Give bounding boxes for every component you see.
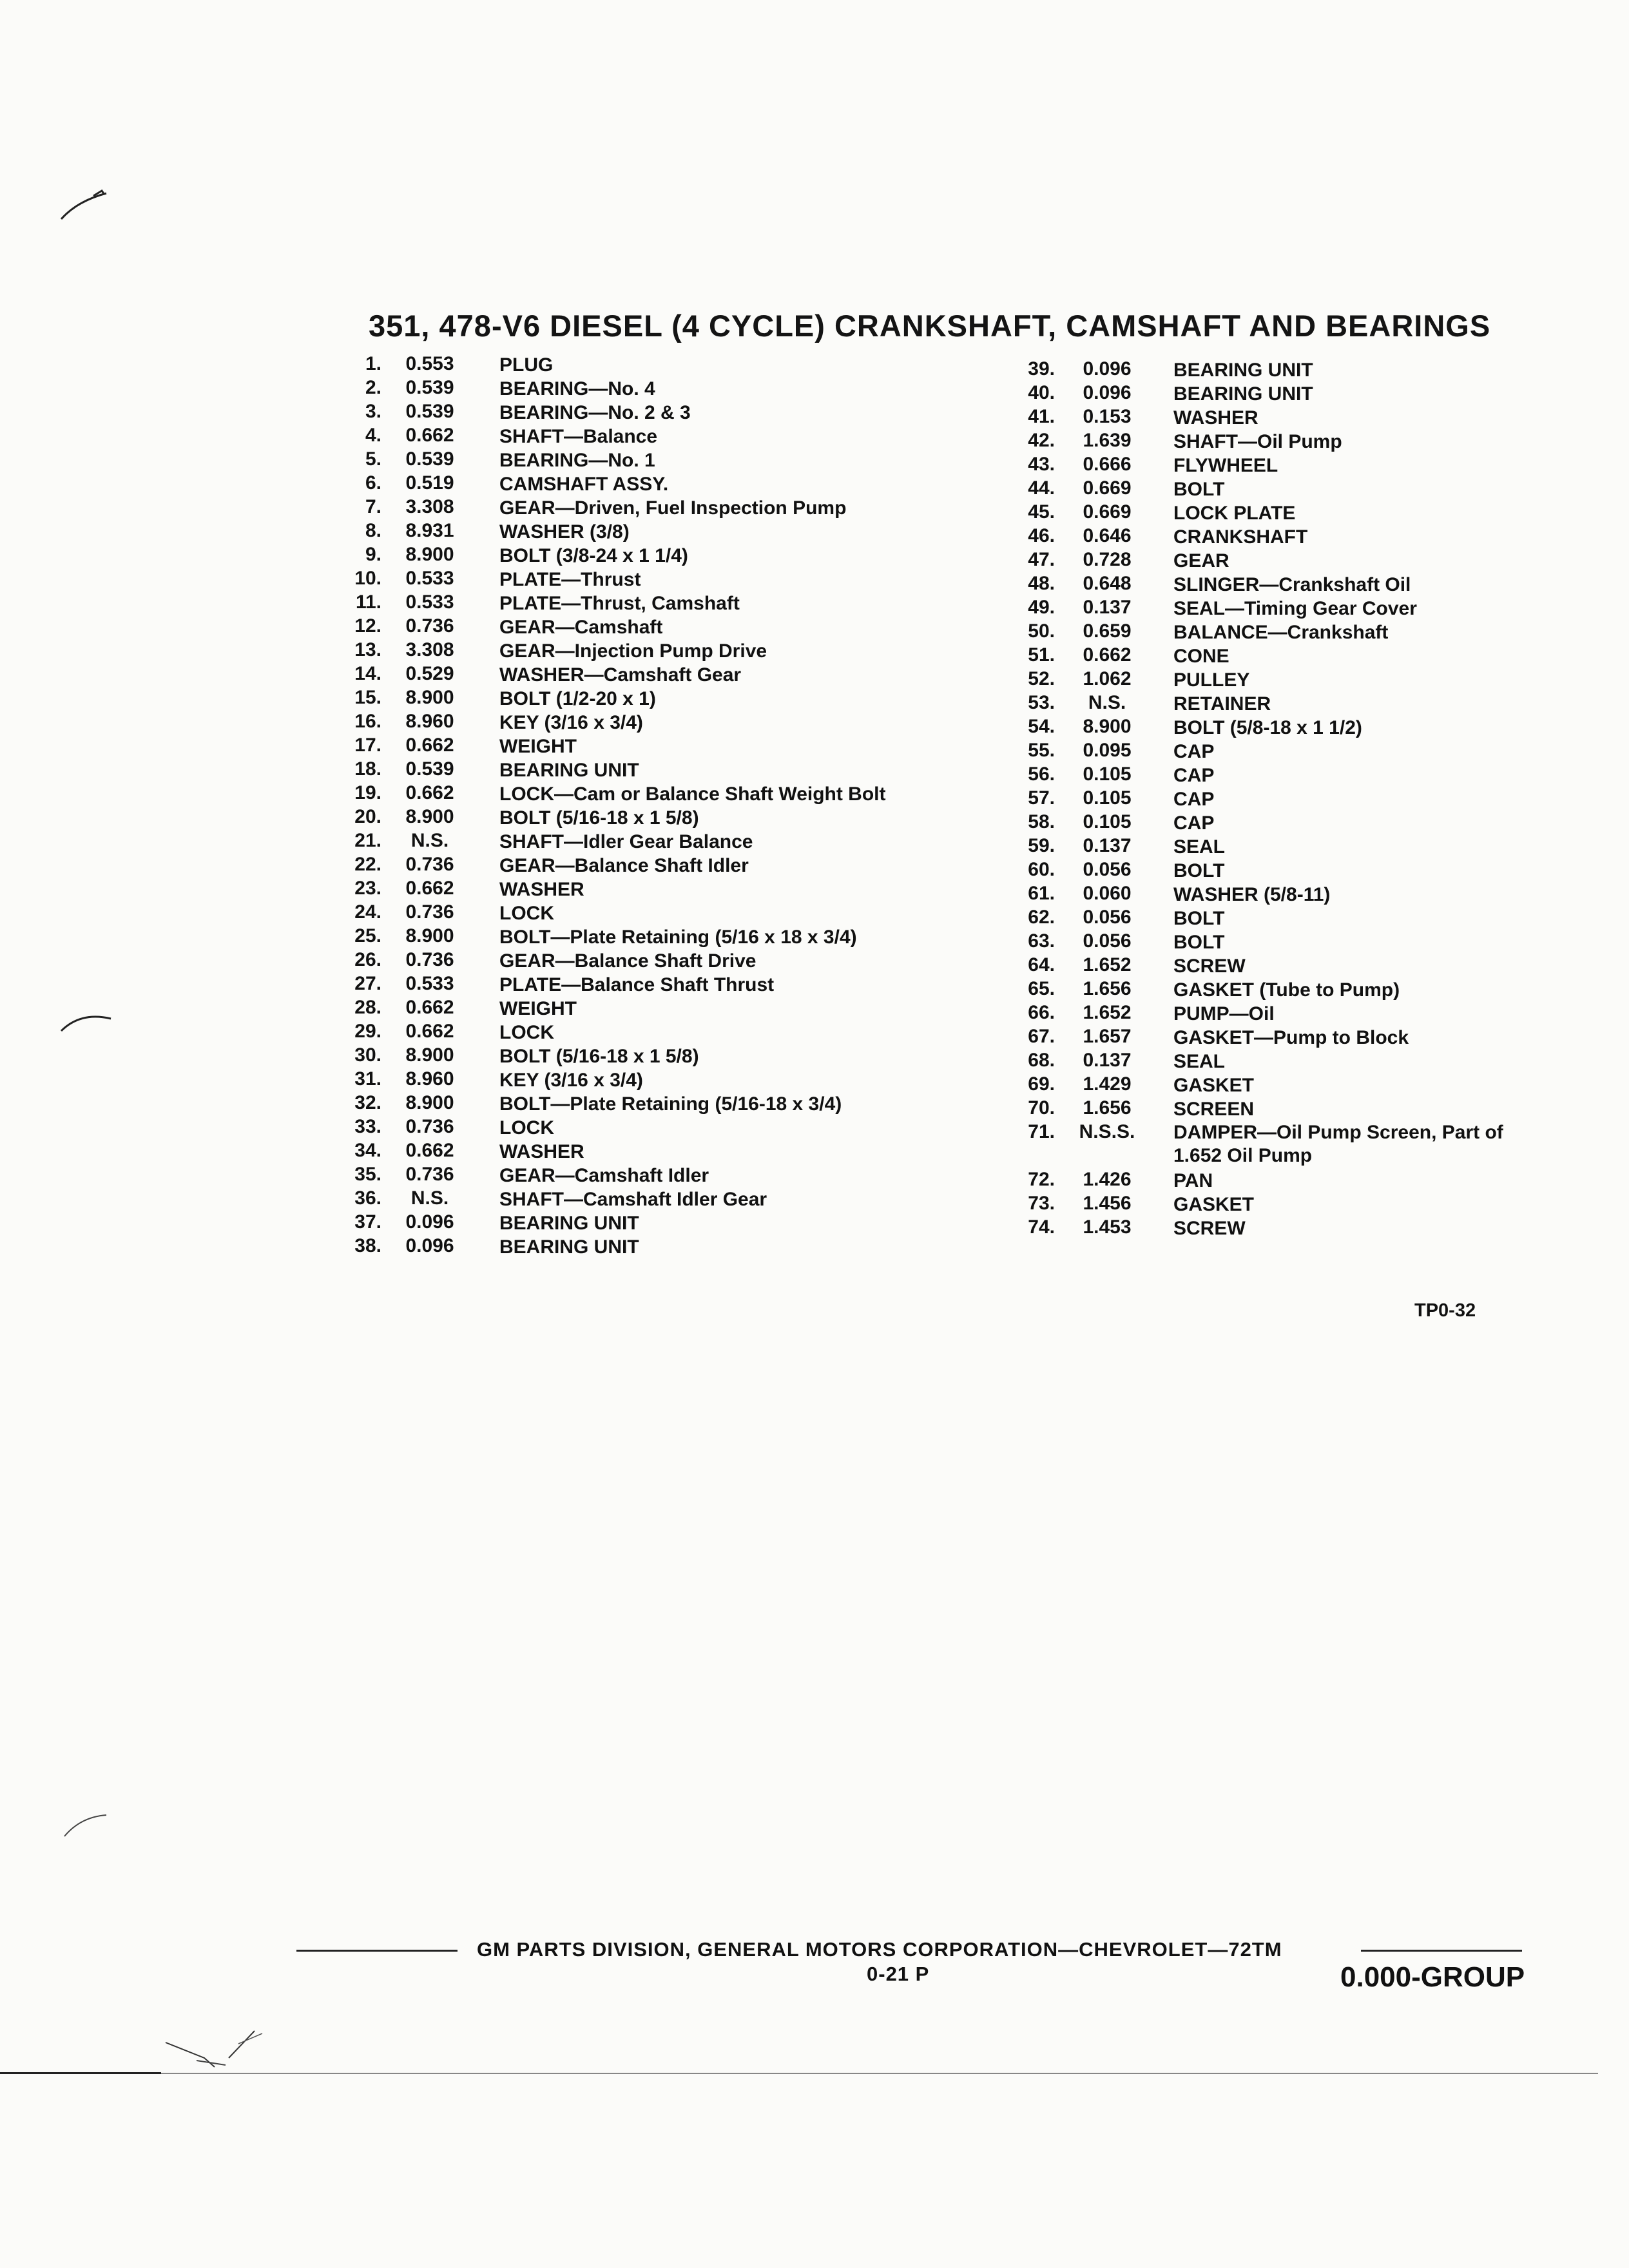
group-code: 0.662 [405, 1021, 454, 1042]
group-code: 0.137 [1083, 835, 1132, 856]
group-code: 0.736 [405, 949, 454, 970]
part-description: GASKET [1173, 1075, 1255, 1096]
part-description: BOLT—Plate Retaining (5/16 x 18 x 3/4) [499, 927, 857, 948]
item-number: 9. [365, 544, 381, 565]
item-number: 70. [1028, 1097, 1055, 1119]
group-code: 0.539 [405, 448, 454, 470]
group-code: 0.096 [405, 1235, 454, 1256]
part-description: WEIGHT [499, 998, 577, 1019]
part-description: KEY (3/16 x 3/4) [499, 1070, 643, 1091]
part-description: BOLT—Plate Retaining (5/16-18 x 3/4) [499, 1093, 842, 1115]
group-code: N.S. [1088, 692, 1126, 713]
part-description: LOCK PLATE [1173, 503, 1296, 524]
item-number: 41. [1028, 406, 1055, 427]
part-description: SLINGER—Crankshaft Oil [1173, 574, 1411, 595]
item-number: 40. [1028, 382, 1055, 403]
part-description: GEAR [1173, 550, 1229, 572]
group-code: 0.137 [1083, 597, 1132, 618]
group-code: 8.960 [405, 1068, 454, 1090]
part-description: PLATE—Balance Shaft Thrust [499, 974, 775, 995]
group-code: 0.736 [405, 901, 454, 923]
part-description: WASHER—Camshaft Gear [499, 664, 742, 686]
group-code: 8.900 [405, 925, 454, 947]
item-number: 46. [1028, 525, 1055, 546]
group-code: 8.900 [405, 806, 454, 827]
group-code: 0.728 [1083, 549, 1132, 570]
group-label: 0.000-GROUP [1340, 1961, 1525, 1993]
group-code: 0.662 [405, 735, 454, 756]
part-description: SCREW [1173, 1218, 1246, 1239]
group-code: 1.456 [1083, 1193, 1132, 1214]
item-number: 51. [1028, 644, 1055, 666]
scan-mark [58, 995, 116, 1041]
part-description: BEARING UNIT [499, 760, 639, 781]
group-code: 8.900 [405, 1044, 454, 1066]
group-code: 1.657 [1083, 1026, 1132, 1047]
part-description: BOLT (5/16-18 x 1 5/8) [499, 807, 699, 829]
part-description: BEARING—No. 4 [499, 378, 655, 399]
item-number: 50. [1028, 620, 1055, 642]
item-number: 35. [354, 1164, 381, 1185]
item-number: 74. [1028, 1216, 1055, 1238]
group-code: 0.669 [1083, 477, 1132, 499]
item-number: 13. [354, 639, 381, 660]
item-number: 65. [1028, 978, 1055, 999]
item-number: 67. [1028, 1026, 1055, 1047]
part-description: BOLT [1173, 479, 1225, 500]
page-number: 0-21 P [867, 1963, 930, 1985]
group-code: 0.105 [1083, 764, 1132, 785]
item-number: 16. [354, 711, 381, 732]
part-description: CAP [1173, 789, 1215, 810]
group-code: 1.062 [1083, 668, 1132, 689]
item-number: 2. [365, 377, 381, 398]
item-number: 56. [1028, 764, 1055, 785]
bottom-rule-faint [161, 2073, 1598, 2074]
group-code: 1.656 [1083, 1097, 1132, 1119]
item-number: 24. [354, 901, 381, 923]
group-code: 0.662 [1083, 644, 1132, 666]
group-code: 0.105 [1083, 811, 1132, 832]
item-number: 39. [1028, 358, 1055, 380]
part-description: PUMP—Oil [1173, 1003, 1275, 1024]
item-number: 36. [354, 1187, 381, 1209]
part-description: SEAL—Timing Gear Cover [1173, 598, 1417, 619]
part-description: BEARING UNIT [1173, 360, 1313, 381]
group-code: 0.056 [1083, 907, 1132, 928]
group-code: 0.666 [1083, 454, 1132, 475]
item-number: 72. [1028, 1169, 1055, 1190]
group-code: 0.519 [405, 472, 454, 494]
item-number: 63. [1028, 930, 1055, 952]
part-description: BEARING—No. 1 [499, 450, 655, 471]
item-number: 52. [1028, 668, 1055, 689]
item-number: 73. [1028, 1193, 1055, 1214]
part-description: RETAINER [1173, 693, 1271, 715]
part-description: BEARING UNIT [1173, 383, 1313, 405]
group-code: 0.056 [1083, 930, 1132, 952]
part-description: BALANCE—Crankshaft [1173, 622, 1389, 643]
group-code: N.S. [410, 1187, 449, 1209]
group-code: 8.900 [405, 687, 454, 708]
group-code: 0.648 [1083, 573, 1132, 594]
group-code: 0.056 [1083, 859, 1132, 880]
group-code: 8.960 [405, 711, 454, 732]
part-description: CAP [1173, 812, 1215, 834]
group-code: 1.639 [1083, 430, 1132, 451]
item-number: 27. [354, 973, 381, 994]
item-number: 29. [354, 1021, 381, 1042]
item-number: 10. [354, 568, 381, 589]
part-description: PULLEY [1173, 669, 1250, 691]
group-code: 3.308 [405, 496, 454, 517]
item-number: 6. [365, 472, 381, 494]
part-description: SHAFT—Balance [499, 426, 658, 447]
footer-rule-right [1361, 1950, 1522, 1952]
part-description: KEY (3/16 x 3/4) [499, 712, 643, 733]
group-code: 0.137 [1083, 1050, 1132, 1071]
item-number: 47. [1028, 549, 1055, 570]
item-number: 19. [354, 782, 381, 803]
part-description: BOLT (3/8-24 x 1 1/4) [499, 545, 688, 566]
part-description: LOCK [499, 1117, 554, 1139]
item-number: 33. [354, 1116, 381, 1137]
group-code: 0.096 [1083, 358, 1132, 380]
part-description: LOCK [499, 1022, 554, 1043]
item-number: 26. [354, 949, 381, 970]
item-number: 22. [354, 854, 381, 875]
scan-mark [58, 180, 116, 226]
footer-publisher: GM PARTS DIVISION, GENERAL MOTORS CORPORATION—CHEVROLET—72TM [477, 1938, 1282, 1961]
item-number: 59. [1028, 835, 1055, 856]
item-number: 45. [1028, 501, 1055, 523]
item-number: 42. [1028, 430, 1055, 451]
group-code: N.S. [410, 830, 449, 851]
item-number: 48. [1028, 573, 1055, 594]
item-number: 8. [365, 520, 381, 541]
group-code: 1.453 [1083, 1216, 1132, 1238]
part-description: GEAR—Camshaft Idler [499, 1165, 709, 1186]
part-description: CAMSHAFT ASSY. [499, 474, 669, 495]
part-description: BOLT [1173, 932, 1225, 953]
part-description: BEARING UNIT [499, 1213, 639, 1234]
part-description: GEAR—Injection Pump Drive [499, 640, 767, 662]
item-number: 3. [365, 401, 381, 422]
part-description: GASKET [1173, 1194, 1255, 1215]
part-description: LOCK [499, 903, 554, 924]
item-number: 69. [1028, 1073, 1055, 1095]
group-code: 0.533 [405, 591, 454, 613]
group-code: 0.662 [405, 782, 454, 803]
part-description: SHAFT—Idler Gear Balance [499, 831, 753, 852]
item-number: 71. [1028, 1121, 1055, 1142]
item-number: 57. [1028, 787, 1055, 809]
part-description: CRANKSHAFT [1173, 526, 1308, 548]
group-code: 0.662 [405, 878, 454, 899]
item-number: 37. [354, 1211, 381, 1233]
item-number: 60. [1028, 859, 1055, 880]
item-number: 21. [354, 830, 381, 851]
item-number: 17. [354, 735, 381, 756]
item-number: 25. [354, 925, 381, 947]
item-number: 68. [1028, 1050, 1055, 1071]
item-number: 15. [354, 687, 381, 708]
group-code: 1.426 [1083, 1169, 1132, 1190]
part-description: BOLT [1173, 860, 1225, 881]
part-description: GEAR—Balance Shaft Drive [499, 950, 757, 972]
group-code: 0.153 [1083, 406, 1132, 427]
item-number: 34. [354, 1140, 381, 1161]
group-code: 8.900 [405, 1092, 454, 1113]
group-code: 1.652 [1083, 1002, 1132, 1023]
part-description: WASHER (5/8-11) [1173, 884, 1331, 905]
group-code: 0.736 [405, 854, 454, 875]
group-code: 0.096 [1083, 382, 1132, 403]
part-description: PAN [1173, 1170, 1213, 1191]
part-description: BOLT (1/2-20 x 1) [499, 688, 656, 709]
part-description: SCREW [1173, 956, 1246, 977]
group-code: 0.096 [405, 1211, 454, 1233]
group-code: 0.095 [1083, 740, 1132, 761]
part-description: GASKET—Pump to Block [1173, 1027, 1409, 1048]
item-number: 12. [354, 615, 381, 637]
part-description: WASHER [1173, 407, 1258, 428]
group-code: 8.900 [1083, 716, 1132, 737]
item-number: 5. [365, 448, 381, 470]
group-code: 0.736 [405, 615, 454, 637]
item-number: 23. [354, 878, 381, 899]
item-number: 28. [354, 997, 381, 1018]
part-description: DAMPER—Oil Pump Screen, Part of 1.652 Oil Pump [1173, 1122, 1503, 1166]
group-code: 0.533 [405, 973, 454, 994]
item-number: 61. [1028, 883, 1055, 904]
part-description: GEAR—Camshaft [499, 617, 663, 638]
group-code: 1.656 [1083, 978, 1132, 999]
group-code: 8.931 [405, 520, 454, 541]
part-description: GEAR—Driven, Fuel Inspection Pump [499, 497, 847, 519]
group-code: 0.539 [405, 401, 454, 422]
group-code: N.S.S. [1079, 1121, 1135, 1142]
item-number: 44. [1028, 477, 1055, 499]
part-description: SEAL [1173, 1051, 1226, 1072]
scan-mark [158, 2017, 274, 2075]
group-code: 0.539 [405, 377, 454, 398]
group-code: 0.060 [1083, 883, 1132, 904]
bottom-rule [0, 2072, 161, 2074]
item-number: 64. [1028, 954, 1055, 975]
part-description: CAP [1173, 765, 1215, 786]
item-number: 58. [1028, 811, 1055, 832]
group-code: 1.429 [1083, 1073, 1132, 1095]
part-description: SHAFT—Oil Pump [1173, 431, 1342, 452]
group-code: 0.553 [405, 353, 454, 374]
item-number: 31. [354, 1068, 381, 1090]
item-number: 55. [1028, 740, 1055, 761]
group-code: 0.662 [405, 425, 454, 446]
item-number: 30. [354, 1044, 381, 1066]
item-number: 43. [1028, 454, 1055, 475]
group-code: 0.669 [1083, 501, 1132, 523]
group-code: 0.539 [405, 758, 454, 780]
page-title: 351, 478-V6 DIESEL (4 CYCLE) CRANKSHAFT, CAMSHAFT AND BEARINGS [369, 309, 1491, 343]
item-number: 38. [354, 1235, 381, 1256]
group-code: 0.662 [405, 997, 454, 1018]
group-code: 0.736 [405, 1116, 454, 1137]
part-description: CAP [1173, 741, 1215, 762]
group-code: 0.659 [1083, 620, 1132, 642]
reference-code: TP0-32 [1414, 1300, 1476, 1321]
part-description: FLYWHEEL [1173, 455, 1278, 476]
item-number: 66. [1028, 1002, 1055, 1023]
item-number: 49. [1028, 597, 1055, 618]
footer-rule-left [296, 1950, 458, 1952]
group-code: 0.736 [405, 1164, 454, 1185]
part-description: WASHER [499, 879, 584, 900]
part-description: SHAFT—Camshaft Idler Gear [499, 1189, 767, 1210]
part-description: CONE [1173, 646, 1229, 667]
part-description: WASHER (3/8) [499, 521, 630, 543]
item-number: 11. [355, 591, 381, 613]
part-description: BEARING—No. 2 & 3 [499, 402, 691, 423]
group-code: 0.662 [405, 1140, 454, 1161]
group-code: 3.308 [405, 639, 454, 660]
group-code: 0.529 [405, 663, 454, 684]
item-number: 20. [354, 806, 381, 827]
part-description: GEAR—Balance Shaft Idler [499, 855, 749, 876]
part-description: PLUG [499, 354, 554, 376]
item-number: 62. [1028, 907, 1055, 928]
item-number: 54. [1028, 716, 1055, 737]
group-code: 0.533 [405, 568, 454, 589]
group-code: 0.105 [1083, 787, 1132, 809]
item-number: 18. [354, 758, 381, 780]
part-description: PLATE—Thrust, Camshaft [499, 593, 740, 614]
item-number: 53. [1028, 692, 1055, 713]
group-code: 0.646 [1083, 525, 1132, 546]
item-number: 32. [354, 1092, 381, 1113]
part-description: BEARING UNIT [499, 1236, 639, 1258]
part-description: BOLT (5/8-18 x 1 1/2) [1173, 717, 1362, 738]
item-number: 14. [354, 663, 381, 684]
part-description: BOLT (5/16-18 x 1 5/8) [499, 1046, 699, 1067]
part-description: WEIGHT [499, 736, 577, 757]
part-description: BOLT [1173, 908, 1225, 929]
group-code: 8.900 [405, 544, 454, 565]
part-description: PLATE—Thrust [499, 569, 641, 590]
part-description: WASHER [499, 1141, 584, 1162]
group-code: 1.652 [1083, 954, 1132, 975]
part-description: GASKET (Tube to Pump) [1173, 979, 1400, 1001]
scan-mark [61, 1801, 113, 1846]
item-number: 4. [365, 425, 381, 446]
part-description: SEAL [1173, 836, 1226, 858]
part-description: SCREEN [1173, 1099, 1255, 1120]
part-description: LOCK—Cam or Balance Shaft Weight Bolt [499, 783, 886, 805]
item-number: 1. [365, 353, 381, 374]
item-number: 7. [365, 496, 381, 517]
